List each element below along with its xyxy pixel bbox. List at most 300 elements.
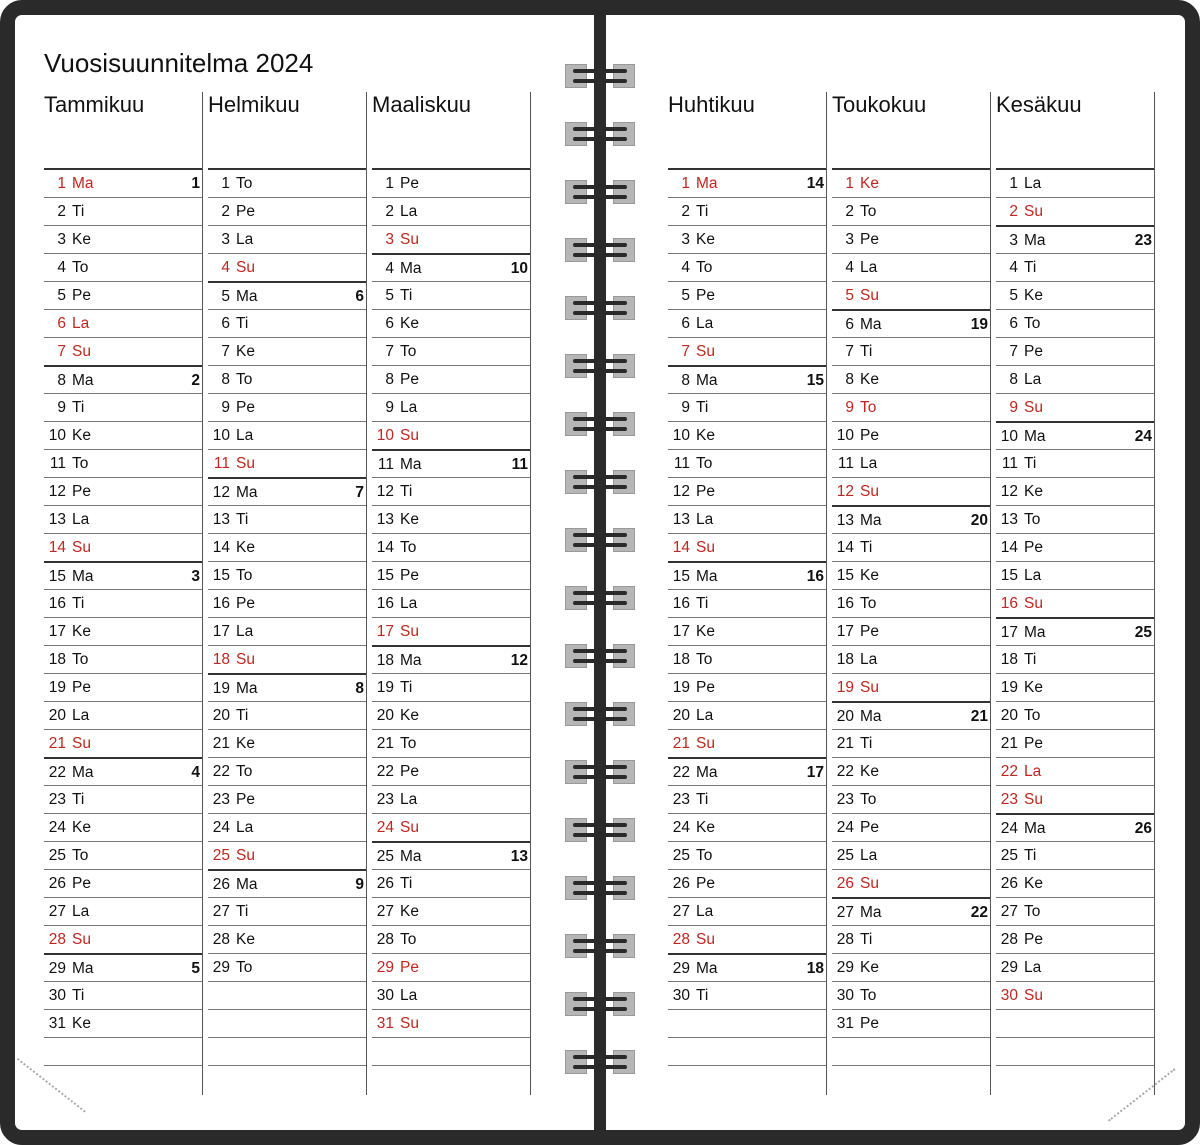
day-row[interactable] bbox=[372, 562, 530, 590]
weekday-label: La bbox=[400, 791, 418, 808]
month-name: Toukokuu bbox=[832, 92, 927, 117]
day-row[interactable] bbox=[668, 506, 826, 534]
day-number: 12 bbox=[376, 483, 394, 500]
day-row[interactable] bbox=[996, 421, 1154, 450]
day-row[interactable] bbox=[832, 590, 990, 618]
day-row[interactable] bbox=[996, 813, 1154, 842]
day-row[interactable] bbox=[668, 618, 826, 646]
empty-row[interactable] bbox=[208, 1038, 366, 1066]
binding-ring bbox=[565, 990, 635, 1018]
day-row[interactable] bbox=[372, 253, 530, 282]
day-row[interactable] bbox=[44, 730, 202, 758]
day-row[interactable] bbox=[832, 926, 990, 954]
day-row[interactable] bbox=[832, 534, 990, 562]
day-row[interactable] bbox=[996, 562, 1154, 590]
week-number: 18 bbox=[806, 960, 824, 977]
day-number: 16 bbox=[212, 595, 230, 612]
weekday-label: Su bbox=[236, 259, 255, 276]
day-row[interactable] bbox=[668, 757, 826, 786]
day-row[interactable] bbox=[832, 394, 990, 422]
day-row[interactable] bbox=[372, 422, 530, 450]
day-row[interactable] bbox=[668, 646, 826, 674]
day-row[interactable] bbox=[832, 982, 990, 1010]
day-row[interactable] bbox=[668, 702, 826, 730]
day-number: 26 bbox=[672, 875, 690, 892]
day-number: 19 bbox=[212, 680, 230, 697]
day-row[interactable] bbox=[832, 870, 990, 898]
day-row[interactable] bbox=[832, 198, 990, 226]
day-row[interactable] bbox=[668, 226, 826, 254]
day-row[interactable] bbox=[44, 953, 202, 982]
day-number: 11 bbox=[377, 456, 394, 473]
weekday-label: La bbox=[696, 903, 714, 920]
day-row[interactable] bbox=[372, 814, 530, 842]
day-row[interactable] bbox=[668, 422, 826, 450]
day-row[interactable] bbox=[668, 870, 826, 898]
day-row[interactable] bbox=[44, 450, 202, 478]
day-row[interactable] bbox=[208, 366, 366, 394]
weekday-label: Ti bbox=[72, 203, 85, 220]
day-row[interactable] bbox=[208, 477, 366, 506]
binding-ring bbox=[565, 642, 635, 670]
weekday-label: La bbox=[860, 847, 878, 864]
weekday-label: Ma bbox=[696, 175, 718, 192]
day-row[interactable] bbox=[832, 226, 990, 254]
day-row[interactable] bbox=[44, 478, 202, 506]
binding-ring bbox=[565, 410, 635, 438]
day-row[interactable] bbox=[372, 478, 530, 506]
day-row[interactable] bbox=[668, 534, 826, 562]
empty-row[interactable] bbox=[996, 1038, 1154, 1066]
empty-row[interactable] bbox=[208, 982, 366, 1010]
weekday-label: To bbox=[236, 763, 253, 780]
day-row[interactable] bbox=[832, 366, 990, 394]
day-row[interactable] bbox=[832, 730, 990, 758]
weekday-label: Ma bbox=[72, 960, 94, 977]
day-row[interactable] bbox=[832, 954, 990, 982]
day-row[interactable] bbox=[996, 842, 1154, 870]
weekday-label: Pe bbox=[72, 287, 91, 304]
day-row[interactable] bbox=[44, 926, 202, 954]
day-row[interactable] bbox=[668, 170, 826, 198]
month-name: Helmikuu bbox=[208, 92, 300, 117]
day-number: 18 bbox=[48, 651, 66, 668]
day-row[interactable] bbox=[668, 450, 826, 478]
day-row[interactable] bbox=[44, 310, 202, 338]
day-row[interactable] bbox=[996, 198, 1154, 226]
weekday-label: Su bbox=[1024, 595, 1043, 612]
weekday-label: Ke bbox=[400, 707, 419, 724]
day-row[interactable] bbox=[372, 926, 530, 954]
day-row[interactable] bbox=[832, 309, 990, 338]
weekday-label: To bbox=[860, 791, 877, 808]
day-row[interactable] bbox=[832, 170, 990, 198]
day-number: 22 bbox=[1000, 763, 1018, 780]
weekday-label: To bbox=[72, 455, 89, 472]
day-row[interactable] bbox=[372, 674, 530, 702]
empty-row[interactable] bbox=[208, 1010, 366, 1038]
weekday-label: Su bbox=[400, 427, 419, 444]
day-row[interactable] bbox=[208, 702, 366, 730]
day-row[interactable] bbox=[372, 645, 530, 674]
day-row[interactable] bbox=[44, 870, 202, 898]
day-row[interactable] bbox=[832, 701, 990, 730]
day-row[interactable] bbox=[372, 226, 530, 254]
day-row[interactable] bbox=[668, 814, 826, 842]
day-number: 26 bbox=[376, 875, 394, 892]
day-row[interactable] bbox=[996, 870, 1154, 898]
day-row[interactable] bbox=[44, 982, 202, 1010]
month-name: Kesäkuu bbox=[996, 92, 1082, 117]
day-row[interactable] bbox=[832, 842, 990, 870]
day-row[interactable] bbox=[44, 561, 202, 590]
weekday-label: Ke bbox=[1024, 875, 1043, 892]
day-row[interactable] bbox=[208, 673, 366, 702]
day-row[interactable] bbox=[372, 590, 530, 618]
weekday-label: Ti bbox=[696, 791, 709, 808]
day-list bbox=[668, 168, 826, 1066]
day-row[interactable] bbox=[44, 590, 202, 618]
weekday-label: La bbox=[1024, 959, 1042, 976]
weekday-label: Su bbox=[860, 875, 879, 892]
day-row[interactable] bbox=[372, 730, 530, 758]
day-row[interactable] bbox=[208, 618, 366, 646]
day-row[interactable] bbox=[208, 422, 366, 450]
day-row[interactable] bbox=[44, 506, 202, 534]
day-row[interactable] bbox=[372, 786, 530, 814]
day-row[interactable] bbox=[44, 365, 202, 394]
day-row[interactable] bbox=[996, 617, 1154, 646]
day-row[interactable] bbox=[372, 702, 530, 730]
day-row[interactable] bbox=[996, 730, 1154, 758]
month-column bbox=[996, 92, 1155, 1095]
weekday-label: Ti bbox=[72, 987, 85, 1004]
weekday-label: Pe bbox=[860, 231, 879, 248]
weekday-label: Ma bbox=[400, 652, 422, 669]
day-row[interactable] bbox=[832, 505, 990, 534]
day-row[interactable] bbox=[44, 534, 202, 562]
day-row[interactable] bbox=[44, 898, 202, 926]
day-row[interactable] bbox=[996, 646, 1154, 674]
day-row[interactable] bbox=[208, 394, 366, 422]
day-row[interactable] bbox=[668, 730, 826, 758]
day-row[interactable] bbox=[668, 394, 826, 422]
day-row[interactable] bbox=[832, 618, 990, 646]
day-row[interactable] bbox=[668, 926, 826, 954]
weekday-label: Su bbox=[400, 1015, 419, 1032]
day-row[interactable] bbox=[372, 394, 530, 422]
day-number: 24 bbox=[376, 819, 394, 836]
day-number: 1 bbox=[57, 175, 66, 192]
day-row[interactable] bbox=[208, 226, 366, 254]
day-row[interactable] bbox=[996, 534, 1154, 562]
weekday-label: Su bbox=[1024, 203, 1043, 220]
month-name: Huhtikuu bbox=[668, 92, 755, 117]
day-number: 15 bbox=[48, 568, 66, 585]
day-row[interactable] bbox=[372, 282, 530, 310]
day-number: 30 bbox=[48, 987, 66, 1004]
weekday-label: Ke bbox=[400, 903, 419, 920]
weekday-label: Ti bbox=[236, 511, 249, 528]
day-row[interactable] bbox=[44, 254, 202, 282]
day-row[interactable] bbox=[668, 198, 826, 226]
day-number: 9 bbox=[845, 399, 854, 416]
empty-row[interactable] bbox=[668, 1010, 826, 1038]
empty-row[interactable] bbox=[832, 1038, 990, 1066]
binding-ring bbox=[565, 758, 635, 786]
weekday-label: Su bbox=[1024, 791, 1043, 808]
day-row[interactable] bbox=[44, 842, 202, 870]
weekday-label: Pe bbox=[236, 595, 255, 612]
day-number: 4 bbox=[845, 259, 854, 276]
day-row[interactable] bbox=[668, 842, 826, 870]
weekday-label: Su bbox=[236, 651, 255, 668]
weekday-label: To bbox=[860, 399, 877, 416]
day-row[interactable] bbox=[668, 254, 826, 282]
weekday-label: Ma bbox=[1024, 428, 1046, 445]
day-row[interactable] bbox=[668, 953, 826, 982]
day-row[interactable] bbox=[996, 674, 1154, 702]
day-row[interactable] bbox=[44, 394, 202, 422]
day-number: 24 bbox=[212, 819, 230, 836]
day-number: 18 bbox=[836, 651, 854, 668]
day-number: 28 bbox=[376, 931, 394, 948]
week-number: 16 bbox=[806, 568, 824, 585]
binding-ring bbox=[565, 584, 635, 612]
day-row[interactable] bbox=[44, 757, 202, 786]
day-row[interactable] bbox=[996, 590, 1154, 618]
day-row[interactable] bbox=[668, 478, 826, 506]
weekday-label: Ti bbox=[72, 399, 85, 416]
day-row[interactable] bbox=[208, 590, 366, 618]
day-number: 15 bbox=[212, 567, 230, 584]
day-row[interactable] bbox=[832, 478, 990, 506]
day-number: 26 bbox=[836, 875, 854, 892]
day-number: 8 bbox=[845, 371, 854, 388]
day-row[interactable] bbox=[996, 394, 1154, 422]
day-row[interactable] bbox=[44, 338, 202, 366]
day-number: 6 bbox=[1009, 315, 1018, 332]
day-row[interactable] bbox=[668, 786, 826, 814]
day-row[interactable] bbox=[996, 898, 1154, 926]
day-row[interactable] bbox=[44, 282, 202, 310]
weekday-label: Ke bbox=[400, 315, 419, 332]
day-row[interactable] bbox=[44, 422, 202, 450]
day-row[interactable] bbox=[44, 170, 202, 198]
day-row[interactable] bbox=[668, 310, 826, 338]
weekday-label: La bbox=[860, 651, 878, 668]
day-row[interactable] bbox=[996, 450, 1154, 478]
day-number: 11 bbox=[213, 455, 230, 472]
day-row[interactable] bbox=[208, 310, 366, 338]
day-row[interactable] bbox=[372, 1010, 530, 1038]
day-row[interactable] bbox=[668, 365, 826, 394]
day-row[interactable] bbox=[208, 814, 366, 842]
weekday-label: To bbox=[72, 847, 89, 864]
day-row[interactable] bbox=[208, 786, 366, 814]
day-row[interactable] bbox=[996, 702, 1154, 730]
day-row[interactable] bbox=[996, 366, 1154, 394]
day-row[interactable] bbox=[208, 170, 366, 198]
day-number: 8 bbox=[57, 372, 66, 389]
day-row[interactable] bbox=[832, 646, 990, 674]
weekday-label: Ti bbox=[1024, 259, 1037, 276]
week-number: 4 bbox=[191, 764, 200, 781]
day-row[interactable] bbox=[668, 561, 826, 590]
day-row[interactable] bbox=[832, 254, 990, 282]
day-row[interactable] bbox=[832, 1010, 990, 1038]
day-row[interactable] bbox=[832, 338, 990, 366]
weekday-label: Su bbox=[236, 455, 255, 472]
day-row[interactable] bbox=[208, 842, 366, 870]
day-list bbox=[44, 168, 202, 1066]
day-row[interactable] bbox=[208, 926, 366, 954]
day-row[interactable] bbox=[208, 730, 366, 758]
week-number: 5 bbox=[191, 960, 200, 977]
day-row[interactable] bbox=[832, 282, 990, 310]
day-number: 23 bbox=[672, 791, 690, 808]
day-row[interactable] bbox=[832, 786, 990, 814]
day-row[interactable] bbox=[208, 254, 366, 282]
day-row[interactable] bbox=[372, 506, 530, 534]
day-row[interactable] bbox=[372, 758, 530, 786]
day-row[interactable] bbox=[208, 758, 366, 786]
weekday-label: Ti bbox=[400, 875, 413, 892]
day-row[interactable] bbox=[996, 225, 1154, 254]
weekday-label: Ke bbox=[860, 371, 879, 388]
weekday-label: La bbox=[72, 903, 90, 920]
day-row[interactable] bbox=[832, 562, 990, 590]
weekday-label: Ma bbox=[72, 175, 94, 192]
day-row[interactable] bbox=[668, 338, 826, 366]
day-number: 14 bbox=[672, 539, 690, 556]
day-row[interactable] bbox=[44, 198, 202, 226]
day-number: 30 bbox=[672, 987, 690, 1004]
day-row[interactable] bbox=[372, 198, 530, 226]
weekday-label: La bbox=[400, 203, 418, 220]
day-row[interactable] bbox=[996, 786, 1154, 814]
day-row[interactable] bbox=[44, 1010, 202, 1038]
day-row[interactable] bbox=[668, 590, 826, 618]
day-number: 1 bbox=[845, 175, 854, 192]
day-row[interactable] bbox=[668, 282, 826, 310]
weekday-label: Ke bbox=[1024, 483, 1043, 500]
weekday-label: Su bbox=[72, 539, 91, 556]
day-row[interactable] bbox=[996, 506, 1154, 534]
weekday-label: La bbox=[696, 707, 714, 724]
day-row[interactable] bbox=[44, 226, 202, 254]
weekday-label: Pe bbox=[1024, 735, 1043, 752]
day-row[interactable] bbox=[832, 674, 990, 702]
day-row[interactable] bbox=[372, 982, 530, 1010]
empty-row[interactable] bbox=[668, 1038, 826, 1066]
day-number: 28 bbox=[672, 931, 690, 948]
day-row[interactable] bbox=[832, 897, 990, 926]
day-row[interactable] bbox=[668, 982, 826, 1010]
weekday-label: To bbox=[860, 595, 877, 612]
day-row[interactable] bbox=[372, 870, 530, 898]
weekday-label: Ma bbox=[1024, 820, 1046, 837]
day-row[interactable] bbox=[996, 926, 1154, 954]
day-number: 11 bbox=[49, 455, 66, 472]
day-row[interactable] bbox=[996, 254, 1154, 282]
day-number: 10 bbox=[212, 427, 230, 444]
day-row[interactable] bbox=[44, 786, 202, 814]
day-row[interactable] bbox=[832, 450, 990, 478]
day-row[interactable] bbox=[372, 534, 530, 562]
day-row[interactable] bbox=[996, 954, 1154, 982]
day-row[interactable] bbox=[372, 366, 530, 394]
day-row[interactable] bbox=[208, 954, 366, 982]
day-row[interactable] bbox=[208, 646, 366, 674]
day-row[interactable] bbox=[996, 982, 1154, 1010]
day-row[interactable] bbox=[208, 281, 366, 310]
day-number: 13 bbox=[212, 511, 230, 528]
day-row[interactable] bbox=[996, 310, 1154, 338]
day-row[interactable] bbox=[208, 450, 366, 478]
day-row[interactable] bbox=[208, 562, 366, 590]
weekday-label: Su bbox=[1024, 399, 1043, 416]
day-row[interactable] bbox=[372, 954, 530, 982]
day-row[interactable] bbox=[372, 170, 530, 198]
day-row[interactable] bbox=[208, 506, 366, 534]
day-row[interactable] bbox=[208, 869, 366, 898]
day-row[interactable] bbox=[668, 674, 826, 702]
day-number: 15 bbox=[836, 567, 854, 584]
day-row[interactable] bbox=[44, 674, 202, 702]
day-row[interactable] bbox=[208, 198, 366, 226]
weekday-label: Ti bbox=[1024, 651, 1037, 668]
empty-row[interactable] bbox=[372, 1038, 530, 1066]
day-row[interactable] bbox=[44, 618, 202, 646]
day-row[interactable] bbox=[668, 898, 826, 926]
day-number: 23 bbox=[836, 791, 854, 808]
day-row[interactable] bbox=[372, 338, 530, 366]
day-row[interactable] bbox=[832, 422, 990, 450]
day-row[interactable] bbox=[996, 170, 1154, 198]
day-row[interactable] bbox=[372, 310, 530, 338]
day-row[interactable] bbox=[996, 478, 1154, 506]
weekday-label: Su bbox=[860, 483, 879, 500]
day-row[interactable] bbox=[372, 449, 530, 478]
day-row[interactable] bbox=[208, 898, 366, 926]
day-number: 23 bbox=[48, 791, 66, 808]
empty-row[interactable] bbox=[44, 1038, 202, 1066]
weekday-label: Su bbox=[1024, 987, 1043, 1004]
day-row[interactable] bbox=[44, 814, 202, 842]
weekday-label: Su bbox=[696, 735, 715, 752]
weekday-label: Su bbox=[400, 623, 419, 640]
day-row[interactable] bbox=[832, 758, 990, 786]
day-row[interactable] bbox=[372, 898, 530, 926]
day-row[interactable] bbox=[832, 814, 990, 842]
day-row[interactable] bbox=[208, 534, 366, 562]
day-number: 29 bbox=[212, 959, 230, 976]
day-row[interactable] bbox=[44, 646, 202, 674]
day-row[interactable] bbox=[372, 841, 530, 870]
day-number: 16 bbox=[48, 595, 66, 612]
day-row[interactable] bbox=[996, 338, 1154, 366]
day-row[interactable] bbox=[996, 282, 1154, 310]
day-row[interactable] bbox=[996, 758, 1154, 786]
day-row[interactable] bbox=[372, 618, 530, 646]
day-number: 25 bbox=[672, 847, 690, 864]
weekday-label: Ti bbox=[1024, 847, 1037, 864]
empty-row[interactable] bbox=[996, 1010, 1154, 1038]
day-row[interactable] bbox=[44, 702, 202, 730]
day-number: 17 bbox=[836, 623, 854, 640]
day-row[interactable] bbox=[208, 338, 366, 366]
